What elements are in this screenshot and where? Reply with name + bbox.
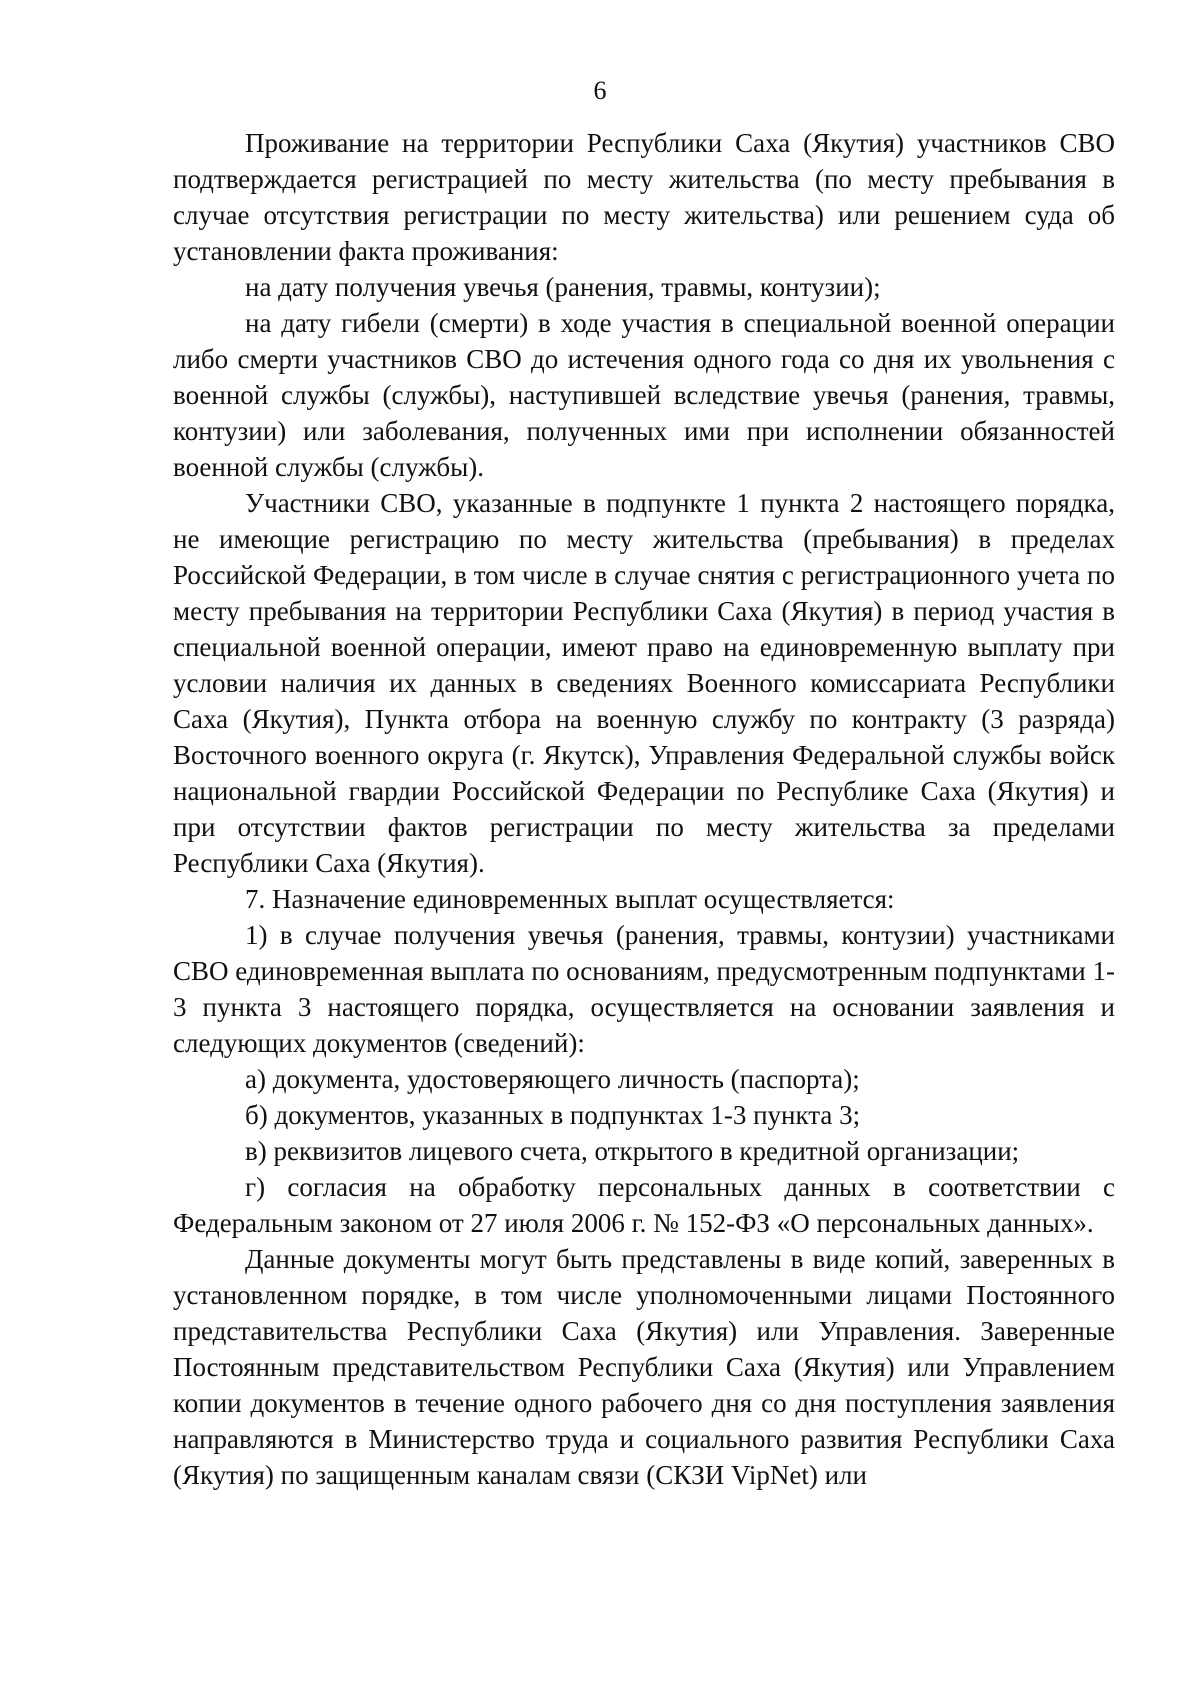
page-number: 6 xyxy=(593,76,607,105)
list-item-v: в) реквизитов лицевого счета, открытого в кредитной организации; xyxy=(245,1136,1020,1166)
paragraph-injury-payment: 1) в случае получения увечья (ранения, травмы, контузии) участниками СВО единовременная выплата по основаниям, предусмотренным подпунктами 1-3 пункта 3 настоящего порядка, осуществляется на основании заявления и следующих документов (сведений): xyxy=(173,920,1115,1058)
document-body xyxy=(173,125,1115,1493)
paragraph-death-date: на дату гибели (смерти) в ходе участия в специальной военной операции либо смерти участников СВО до истечения одного года со дня их увольнения с военной службы (службы), наступившей вследствие увечья (ранения, травмы, контузии) или заболевания, полученных ими при исполнении обязанностей военной службы (службы). xyxy=(173,308,1115,482)
list-item-a: а) документа, удостоверяющего личность (паспорта); xyxy=(245,1064,860,1094)
paragraph-injury-date: на дату получения увечья (ранения, травмы, контузии); xyxy=(245,272,881,302)
paragraph-residence-confirmation: Проживание на территории Республики Саха (Якутия) участников СВО подтверждается регистрацией по месту жительства (по месту пребывания в случае отсутствия регистрации по месту жительства) или решением суда об установлении факта проживания: xyxy=(173,128,1115,266)
paragraph-section-7-heading: 7. Назначение единовременных выплат осуществляется: xyxy=(245,884,895,914)
list-item-b: б) документов, указанных в подпунктах 1-3 пункта 3; xyxy=(245,1100,861,1130)
paragraph-unregistered-participants: Участники СВО, указанные в подпункте 1 пункта 2 настоящего порядка, не имеющие регистрацию по месту жительства (пребывания) в пределах Российской Федерации, в том числе в случае снятия с регистрационного учета по месту пребывания на территории Республики Саха (Якутия) в период участия в специальной военной операции, имеют право на единовременную выплату при условии наличия их данных в сведениях Военного комиссариата Республики Саха (Якутия), Пункта отбора на военную службу по контракту (3 разряда) Восточного военного округа (г. Якутск), Управления Федеральной службы войск национальной гвардии Российской Федерации по Республике Саха (Якутия) и при отсутствии фактов регистрации по месту жительства за пределами Республики Саха (Якутия). xyxy=(173,488,1115,878)
list-item-g: г) согласия на обработку персональных данных в соответствии с Федеральным законом от 27 июля 2006 г. № 152-ФЗ «О персональных данных». xyxy=(173,1172,1115,1238)
paragraph-document-copies: Данные документы могут быть представлены в виде копий, заверенных в установленном порядке, в том числе уполномоченными лицами Постоянного представительства Республики Саха (Якутия) или Управления. Заверенные Постоянным представительством Республики Саха (Якутия) или Управлением копии документов в течение одного рабочего дня со дня поступления заявления направляются в Министерство труда и социального развития Республики Саха (Якутия) по защищенным каналам связи (СКЗИ VipNet) или xyxy=(173,1244,1115,1490)
